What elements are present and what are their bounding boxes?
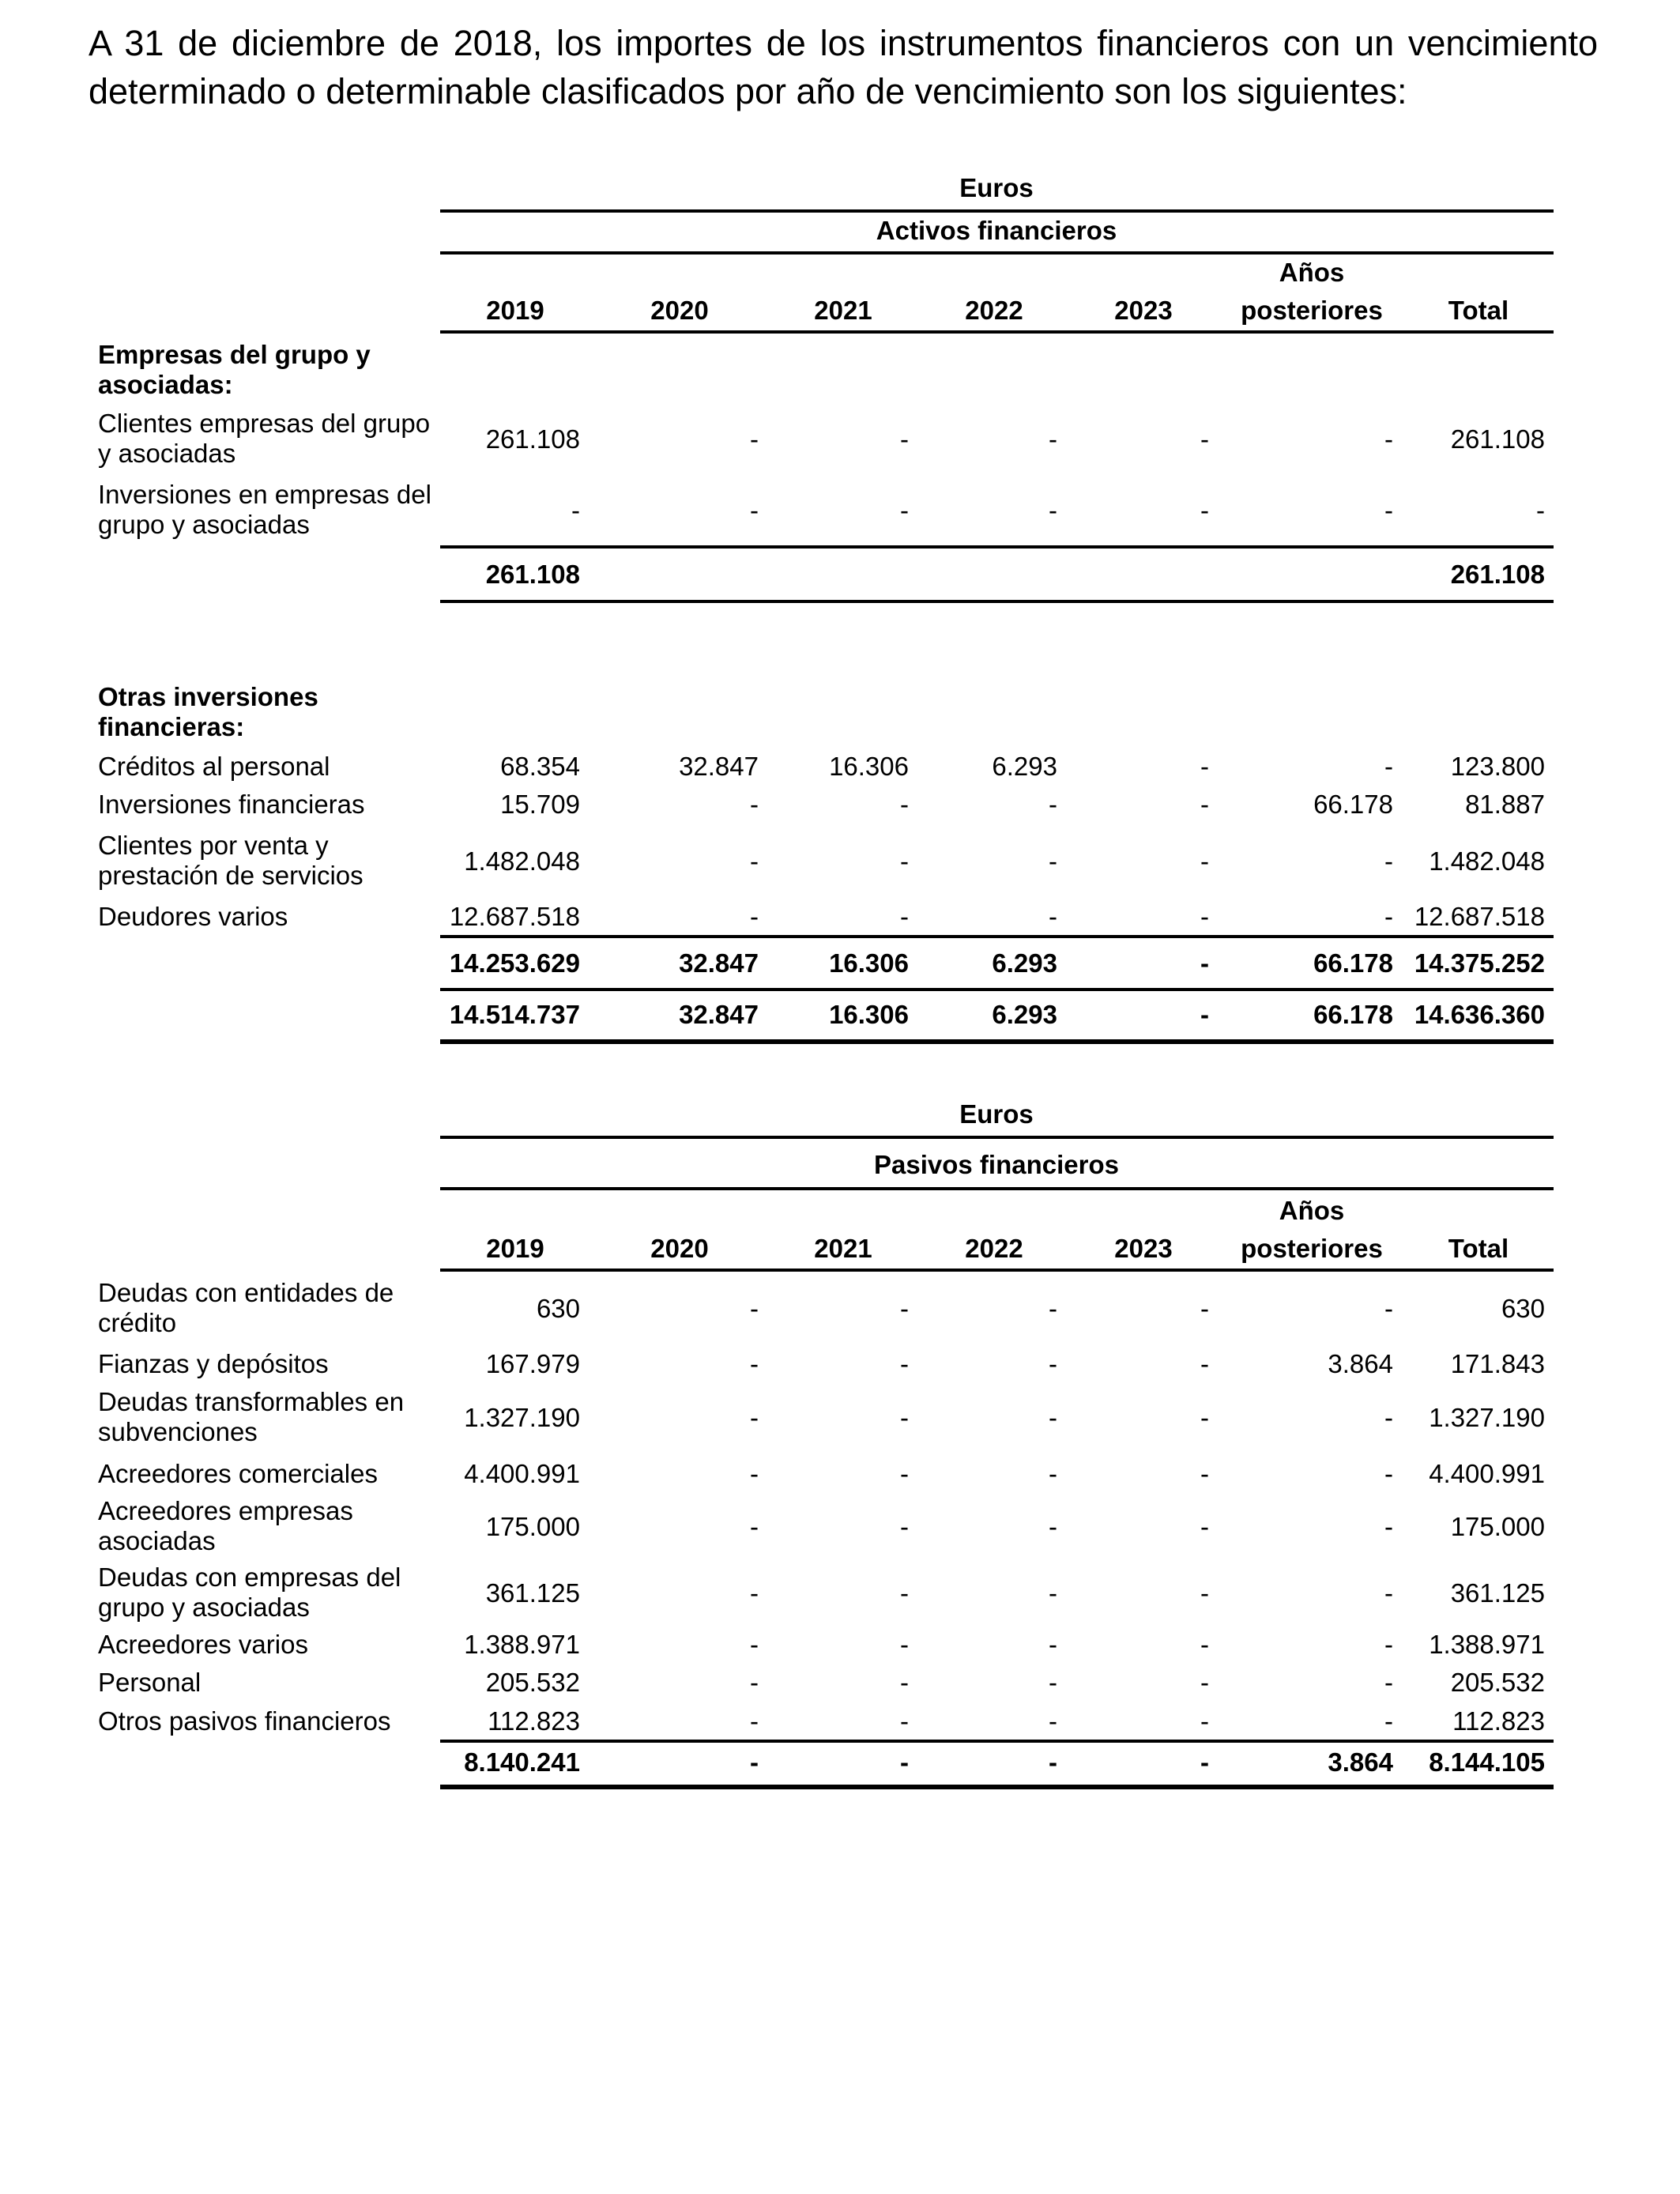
subtotal-cell: 6.293 <box>992 948 1057 978</box>
column-header-2021: 2021 <box>814 296 872 325</box>
subtotal-cell: 14.375.252 <box>1414 948 1545 978</box>
column-header-years-later: posteriores <box>1241 1234 1383 1263</box>
header-rule <box>440 1269 1554 1272</box>
data-cell: 1.388.971 <box>1429 1630 1545 1659</box>
data-cell: - <box>1384 1459 1393 1488</box>
data-cell: - <box>1049 1294 1057 1323</box>
column-header-2022: 2022 <box>965 1234 1023 1263</box>
data-cell: 15.709 <box>500 790 580 819</box>
data-cell: - <box>1200 1578 1209 1608</box>
data-cell: - <box>750 1706 759 1736</box>
data-cell: - <box>900 1706 909 1736</box>
data-cell: - <box>1049 790 1057 819</box>
row-label: Acreedores empresas asociadas <box>98 1496 353 1555</box>
subtotal-cell: 261.108 <box>485 560 580 589</box>
row-label: Inversiones financieras <box>98 790 365 819</box>
total-cell: 6.293 <box>992 1000 1057 1029</box>
data-cell: 1.388.971 <box>464 1630 580 1659</box>
data-cell: - <box>1384 846 1393 876</box>
group-heading: Otras inversiones financieras: <box>98 682 318 741</box>
data-cell: - <box>750 496 759 525</box>
column-header-2022: 2022 <box>965 296 1023 325</box>
total-cell: 16.306 <box>829 1000 909 1029</box>
data-cell: - <box>900 424 909 454</box>
data-cell: - <box>750 1294 759 1323</box>
column-header-2021: 2021 <box>814 1234 872 1263</box>
intro-line-2: determinado o determinable clasificados por año de vencimiento son los siguientes: <box>89 71 1407 111</box>
header-rule <box>440 251 1554 254</box>
column-header-years-later: Años <box>1279 1196 1345 1225</box>
data-cell: - <box>900 902 909 931</box>
header-rule <box>440 1136 1554 1139</box>
data-cell: 66.178 <box>1313 790 1393 819</box>
data-cell: - <box>1384 1706 1393 1736</box>
data-cell: - <box>1384 424 1393 454</box>
header-rule <box>440 1187 1554 1190</box>
data-cell: - <box>1384 496 1393 525</box>
row-label: Deudas con entidades de crédito <box>98 1278 394 1337</box>
header-rule <box>440 330 1554 334</box>
data-cell: 175.000 <box>1450 1512 1545 1541</box>
data-cell: 261.108 <box>1450 424 1545 454</box>
data-cell: - <box>1049 1630 1057 1659</box>
data-cell: 123.800 <box>1450 752 1545 781</box>
data-cell: 112.823 <box>488 1706 580 1736</box>
column-header-2019: 2019 <box>486 1234 544 1263</box>
data-cell: 1.482.048 <box>1429 846 1545 876</box>
column-header-years-later: Años <box>1279 258 1345 287</box>
column-header-2020: 2020 <box>650 296 709 325</box>
data-cell: - <box>1200 1668 1209 1697</box>
data-cell: - <box>1049 1349 1057 1378</box>
data-cell: - <box>750 424 759 454</box>
total-cell: - <box>1200 1747 1209 1777</box>
data-cell: - <box>1200 1403 1209 1432</box>
data-cell: - <box>750 1349 759 1378</box>
column-header-2023: 2023 <box>1114 296 1173 325</box>
data-cell: - <box>900 1668 909 1697</box>
data-cell: - <box>1049 1668 1057 1697</box>
data-cell: - <box>900 1349 909 1378</box>
data-cell: 167.979 <box>485 1349 580 1378</box>
data-cell: - <box>1049 1403 1057 1432</box>
data-cell: - <box>900 790 909 819</box>
data-cell: - <box>1200 1459 1209 1488</box>
data-cell: - <box>1384 1630 1393 1659</box>
data-cell: - <box>1200 1349 1209 1378</box>
row-label: Clientes empresas del grupo y asociadas <box>98 409 431 468</box>
total-cell: 14.514.737 <box>449 1000 580 1029</box>
data-cell: - <box>900 1294 909 1323</box>
subtotal-rule <box>440 545 1554 548</box>
data-cell: - <box>1384 1403 1393 1432</box>
data-cell: 12.687.518 <box>1414 902 1545 931</box>
data-cell: - <box>1200 846 1209 876</box>
data-cell: - <box>900 496 909 525</box>
data-cell: 4.400.991 <box>1429 1459 1545 1488</box>
row-label: Deudores varios <box>98 902 288 931</box>
row-label: Fianzas y depósitos <box>98 1349 329 1378</box>
data-cell: - <box>1384 1668 1393 1697</box>
total-cell: - <box>1200 1000 1209 1029</box>
row-label: Créditos al personal <box>98 752 330 781</box>
subtotal-cell: 261.108 <box>1450 560 1545 589</box>
row-label: Acreedores varios <box>98 1630 308 1659</box>
subtotal-rule <box>440 935 1554 938</box>
subtotal-cell: 14.253.629 <box>449 948 580 978</box>
data-cell: - <box>1536 496 1545 525</box>
data-cell: 68.354 <box>500 752 580 781</box>
data-cell: - <box>1384 1294 1393 1323</box>
data-cell: - <box>1384 902 1393 931</box>
data-cell: - <box>1384 1578 1393 1608</box>
data-cell: - <box>1200 424 1209 454</box>
data-cell: - <box>1384 752 1393 781</box>
currency-header: Euros <box>959 173 1034 202</box>
data-cell: - <box>1200 902 1209 931</box>
data-cell: - <box>1049 1578 1057 1608</box>
column-header-2023: 2023 <box>1114 1234 1173 1263</box>
total-cell: - <box>900 1747 909 1777</box>
data-cell: - <box>900 1630 909 1659</box>
data-cell: - <box>1200 1630 1209 1659</box>
data-cell: 630 <box>1501 1294 1545 1323</box>
group-heading: Empresas del grupo y asociadas: <box>98 340 371 399</box>
subtotal-cell: - <box>1200 948 1209 978</box>
data-cell: - <box>750 790 759 819</box>
intro-paragraph <box>89 19 1598 115</box>
total-rule <box>440 1740 1554 1743</box>
data-cell: - <box>900 1459 909 1488</box>
data-cell: - <box>1049 846 1057 876</box>
row-label: Deudas con empresas del grupo y asociadas <box>98 1563 401 1622</box>
data-cell: 205.532 <box>485 1668 580 1697</box>
data-cell: - <box>750 1630 759 1659</box>
column-header-2020: 2020 <box>650 1234 709 1263</box>
data-cell: - <box>750 1512 759 1541</box>
data-cell: 81.887 <box>1465 790 1545 819</box>
section-title: Pasivos financieros <box>874 1150 1119 1179</box>
data-cell: - <box>900 1578 909 1608</box>
data-cell: - <box>1200 1512 1209 1541</box>
data-cell: 630 <box>536 1294 580 1323</box>
total-cell: - <box>750 1747 759 1777</box>
data-cell: 12.687.518 <box>449 902 580 931</box>
data-cell: - <box>1200 496 1209 525</box>
data-cell: - <box>1200 752 1209 781</box>
total-rule <box>440 1785 1554 1789</box>
row-label: Otros pasivos financieros <box>98 1706 391 1736</box>
data-cell: 361.125 <box>1450 1578 1545 1608</box>
data-cell: 3.864 <box>1328 1349 1393 1378</box>
data-cell: - <box>750 846 759 876</box>
currency-header: Euros <box>959 1099 1034 1129</box>
total-cell: 32.847 <box>679 1000 759 1029</box>
data-cell: - <box>900 1403 909 1432</box>
row-label: Clientes por venta y prestación de servicios <box>98 831 363 890</box>
intro-line-1: A 31 de diciembre de 2018, los importes de los instrumentos financieros con un vencimiento <box>89 23 1598 63</box>
column-header-total: Total <box>1448 296 1509 325</box>
subtotal-cell: 16.306 <box>829 948 909 978</box>
row-label: Personal <box>98 1668 202 1697</box>
data-cell: - <box>571 496 580 525</box>
header-rule <box>440 209 1554 213</box>
data-cell: - <box>1200 1294 1209 1323</box>
data-cell: - <box>750 1578 759 1608</box>
total-cell: - <box>1049 1747 1057 1777</box>
total-rule <box>440 1039 1554 1044</box>
column-header-2019: 2019 <box>486 296 544 325</box>
data-cell: - <box>1200 790 1209 819</box>
data-cell: - <box>1049 902 1057 931</box>
data-cell: - <box>750 902 759 931</box>
data-cell: 361.125 <box>485 1578 580 1608</box>
data-cell: 32.847 <box>679 752 759 781</box>
data-cell: 261.108 <box>485 424 580 454</box>
row-label: Acreedores comerciales <box>98 1459 378 1488</box>
total-rule <box>440 988 1554 991</box>
row-label: Inversiones en empresas del grupo y asociadas <box>98 480 431 539</box>
subtotal-rule <box>440 600 1554 603</box>
data-cell: 1.327.190 <box>1429 1403 1545 1432</box>
data-cell: 4.400.991 <box>464 1459 580 1488</box>
data-cell: - <box>900 1512 909 1541</box>
subtotal-cell: 66.178 <box>1313 948 1393 978</box>
data-cell: - <box>1200 1706 1209 1736</box>
data-cell: - <box>900 846 909 876</box>
data-cell: 6.293 <box>992 752 1057 781</box>
data-cell: - <box>750 1459 759 1488</box>
total-cell: 14.636.360 <box>1414 1000 1545 1029</box>
data-cell: 1.482.048 <box>464 846 580 876</box>
section-title: Activos financieros <box>876 216 1117 245</box>
column-header-years-later: posteriores <box>1241 296 1383 325</box>
data-cell: - <box>1049 424 1057 454</box>
data-cell: 112.823 <box>1452 1706 1545 1736</box>
data-cell: - <box>750 1403 759 1432</box>
total-cell: 3.864 <box>1328 1747 1393 1777</box>
data-cell: - <box>1384 1512 1393 1541</box>
data-cell: - <box>1049 1512 1057 1541</box>
total-cell: 8.144.105 <box>1429 1747 1545 1777</box>
data-cell: 16.306 <box>829 752 909 781</box>
data-cell: - <box>1049 1706 1057 1736</box>
total-cell: 66.178 <box>1313 1000 1393 1029</box>
data-cell: - <box>1049 496 1057 525</box>
subtotal-cell: 32.847 <box>679 948 759 978</box>
data-cell: 205.532 <box>1450 1668 1545 1697</box>
data-cell: 175.000 <box>485 1512 580 1541</box>
data-cell: - <box>1049 1459 1057 1488</box>
data-cell: - <box>750 1668 759 1697</box>
column-header-total: Total <box>1448 1234 1509 1263</box>
data-cell: 171.843 <box>1450 1349 1545 1378</box>
total-cell: 8.140.241 <box>464 1747 580 1777</box>
row-label: Deudas transformables en subvenciones <box>98 1387 405 1446</box>
data-cell: 1.327.190 <box>464 1403 580 1432</box>
